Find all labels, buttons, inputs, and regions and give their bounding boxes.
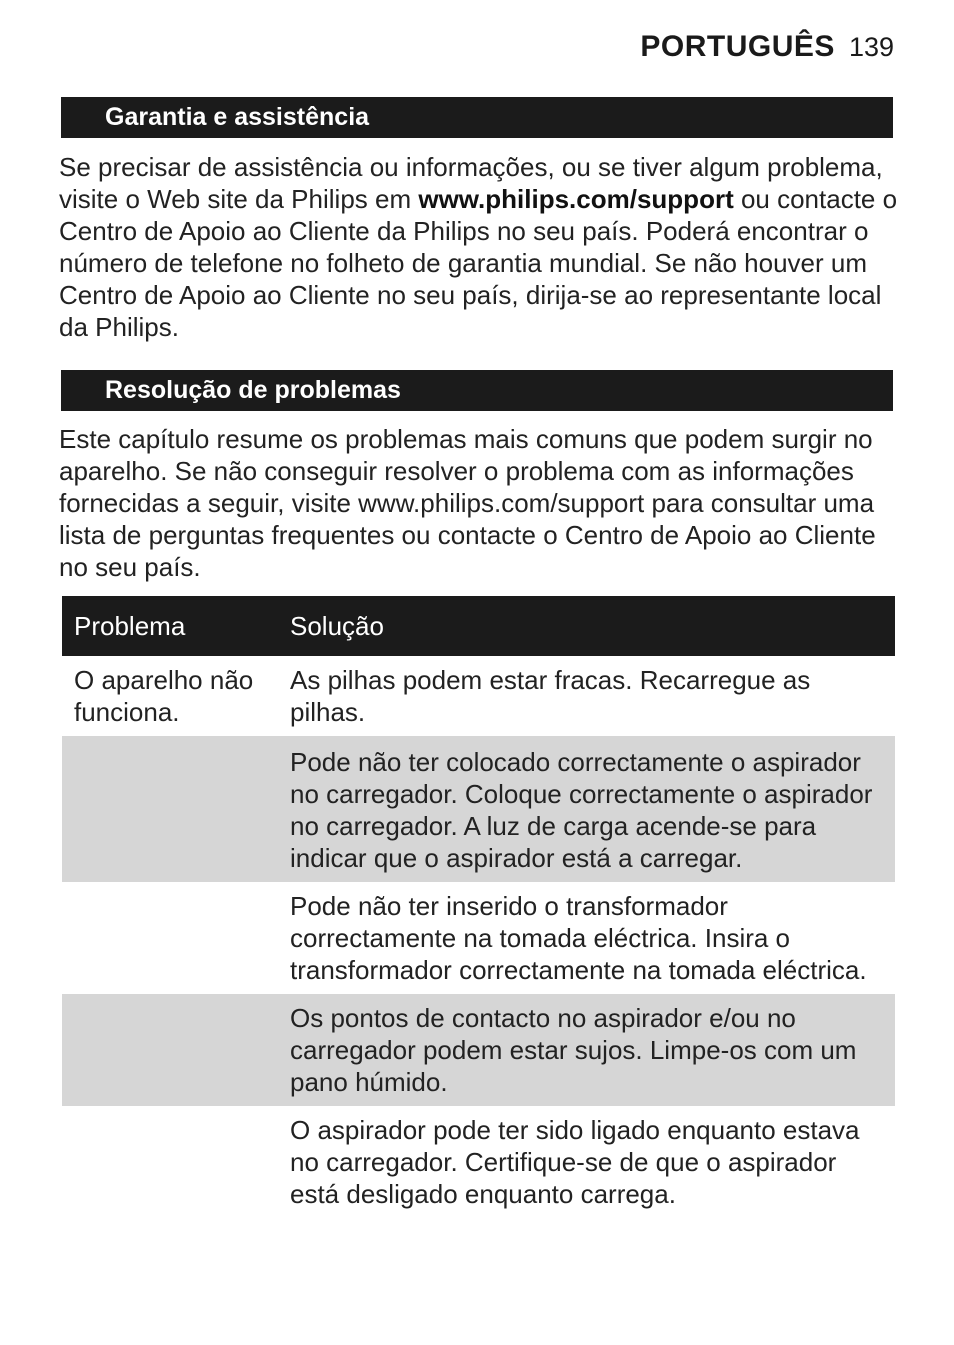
problem-cell: O aparelho não funciona. bbox=[74, 665, 254, 727]
table-row bbox=[62, 882, 895, 994]
warranty-title: Garantia e assistência bbox=[105, 103, 370, 131]
column-header-solution: Solução bbox=[280, 596, 895, 656]
language-label: PORTUGUÊS bbox=[640, 30, 835, 63]
table-row bbox=[62, 736, 895, 882]
problem-cell bbox=[62, 736, 280, 882]
warranty-paragraph bbox=[59, 151, 909, 343]
solution-cell: O aspirador pode ter sido ligado enquanto estava no carregador. Certifique-se de que o aspirador está desligado enquanto carrega. bbox=[290, 1115, 860, 1209]
column-header-problem: Problema bbox=[62, 596, 280, 656]
page-header bbox=[640, 30, 894, 64]
solution-cell: Pode não ter inserido o transformador correctamente na tomada eléctrica. Insira o transformador correctamente na tomada eléctrica. bbox=[290, 891, 867, 985]
solution-cell: As pilhas podem estar fracas. Recarregue as pilhas. bbox=[290, 665, 811, 727]
table-row bbox=[62, 994, 895, 1106]
troubleshooting-table bbox=[62, 596, 895, 1218]
table-row bbox=[62, 1106, 895, 1218]
troubleshooting-title: Resolução de problemas bbox=[105, 376, 401, 404]
problem-cell bbox=[62, 1106, 280, 1218]
warranty-text-after: ou contacte o Centro de Apoio ao Cliente da Philips no seu país. Poderá encontrar o número de telefone no folheto de garantia mundial. Se não houver um Centro de Apoio ao Cliente no seu país, dirija-se ao representante local da Philips. bbox=[59, 184, 898, 342]
warranty-text-before: Se precisar de assistência ou informações, ou se tiver algum problema, visite o Web site da Philips em bbox=[59, 152, 883, 214]
warranty-section-heading bbox=[61, 97, 893, 138]
problem-cell bbox=[62, 994, 280, 1106]
solution-cell: Pode não ter colocado correctamente o aspirador no carregador. Coloque correctamente o aspirador no carregador. A luz de carga acende-se para indicar que o aspirador está a carregar. bbox=[280, 736, 895, 882]
page-number: 139 bbox=[848, 32, 894, 62]
table-row bbox=[62, 656, 895, 736]
troubleshooting-section-heading bbox=[61, 370, 893, 411]
table-header-row bbox=[62, 596, 895, 656]
problem-cell bbox=[62, 882, 280, 994]
support-link[interactable]: www.philips.com/support bbox=[418, 184, 734, 214]
troubleshooting-intro: Este capítulo resume os problemas mais comuns que podem surgir no aparelho. Se não conseguir resolver o problema com as informações fornecidas a seguir, visite www.philips.com/support para consultar uma lista de perguntas frequentes ou contacte o Centro de Apoio ao Cliente no seu país. bbox=[59, 424, 876, 582]
solution-cell: Os pontos de contacto no aspirador e/ou no carregador podem estar sujos. Limpe-os com um pano húmido. bbox=[280, 994, 895, 1106]
